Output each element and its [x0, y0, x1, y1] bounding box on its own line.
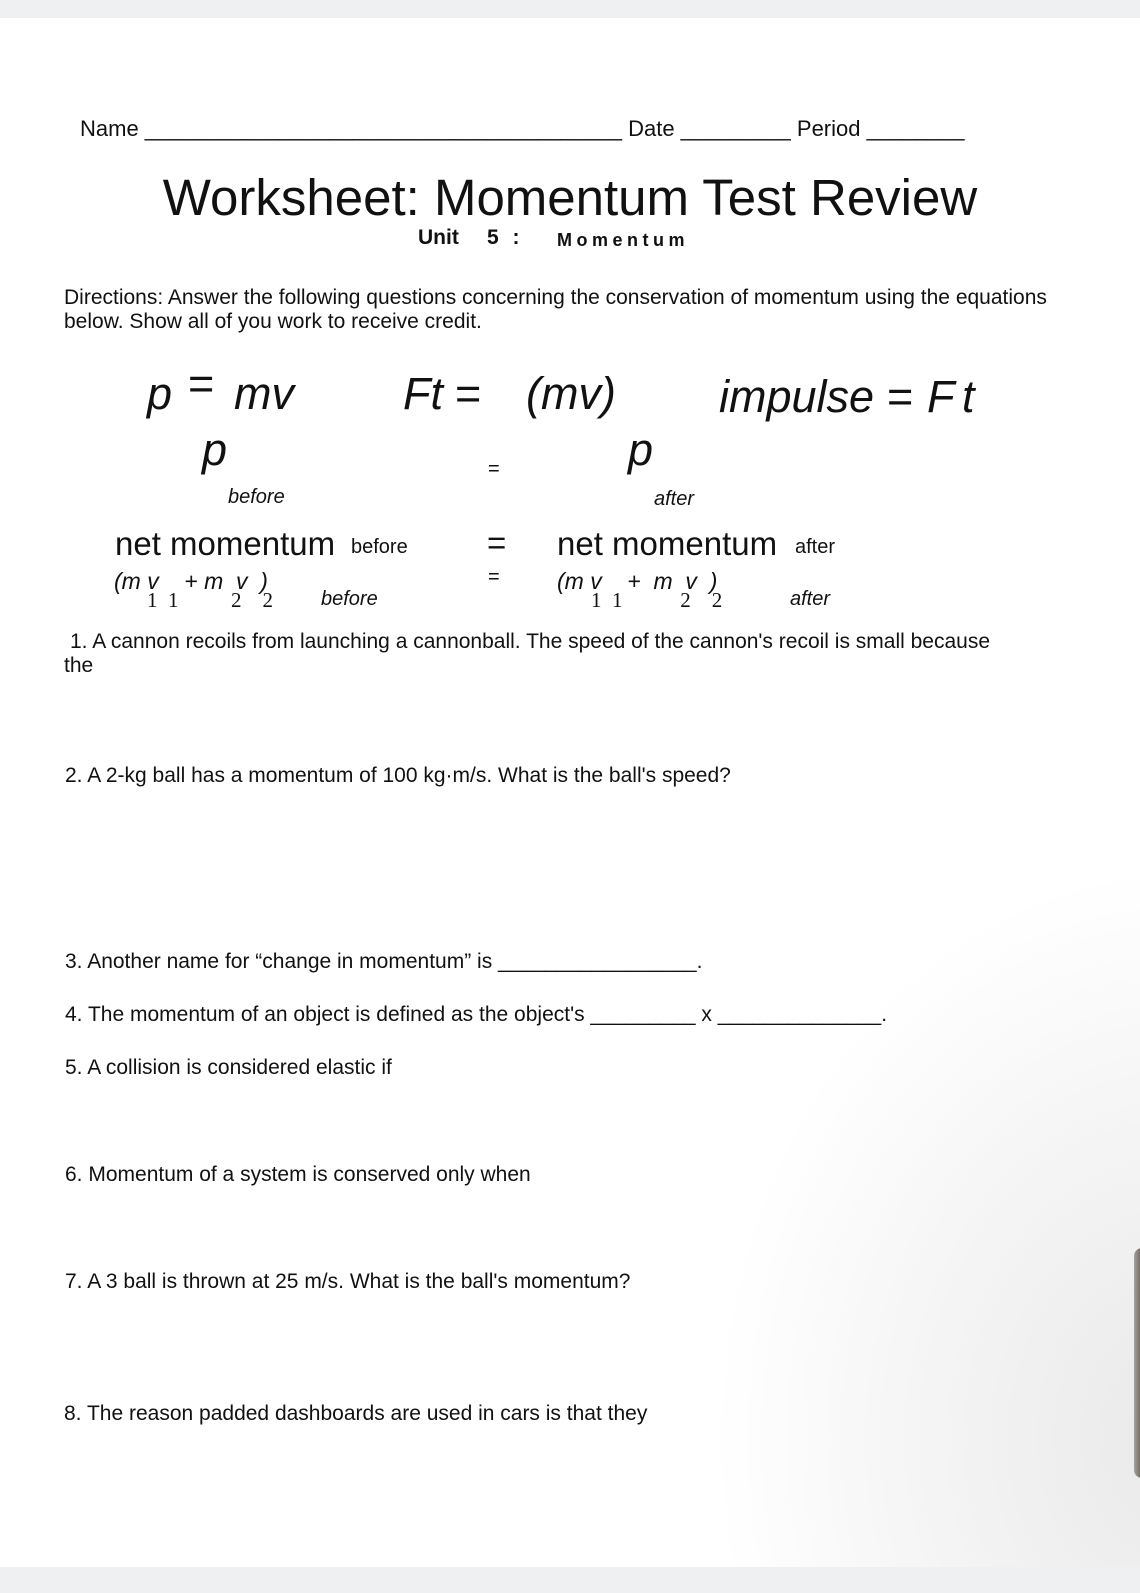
question-7: 7. A 3 ball is thrown at 25 m/s. What is the ball's momentum? — [65, 1270, 631, 1293]
unit-name: Momentum — [557, 230, 689, 250]
eq-mv: mv — [234, 368, 294, 419]
directions-text: Directions: Answer the following questions concerning the conservation of momentum using the equations below. Show all of you work to receive credit. — [64, 286, 1047, 333]
eq-net-after: after — [795, 536, 836, 558]
question-8: 8. The reason padded dashboards are used in cars is that they — [64, 1402, 648, 1425]
eq-sum-equals: = — [488, 566, 500, 588]
eq-net-equals: = — [487, 524, 507, 561]
question-1: 1. A cannon recoils from launching a cannonball. The speed of the cannon's recoil is small because the — [64, 630, 991, 677]
eq-impulse-time: t — [962, 371, 975, 422]
eq-impulse-equals: = — [887, 371, 914, 422]
unit-label: Unit — [418, 226, 459, 249]
eq-sum-left-subscripts: 1 1 2 2 — [147, 588, 273, 612]
eq-impulse: impulse — [719, 371, 875, 422]
eq-after-label: after — [654, 488, 695, 510]
eq-mv-paren: (mv) — [526, 368, 616, 419]
page-edge-shadow — [1134, 1248, 1140, 1478]
eq-p-before: p — [202, 424, 228, 475]
eq-p-symbol: p — [147, 368, 173, 419]
eq-before-label: before — [228, 486, 285, 508]
worksheet-page — [0, 18, 1140, 1567]
eq-sum-after: after — [790, 588, 831, 610]
question-4: 4. The momentum of an object is defined as the object's _________ x ______________. — [65, 1003, 888, 1026]
question-2: 2. A 2-kg ball has a momentum of 100 kg·m/s. What is the ball's speed? — [65, 764, 731, 787]
eq-sum-right-subscripts: 1 1 2 2 — [591, 588, 723, 612]
question-5: 5. A collision is considered elastic if — [65, 1056, 392, 1079]
eq-ft: Ft — [403, 368, 443, 419]
eq-p-equals: = — [188, 358, 215, 409]
eq-sum-before: before — [321, 588, 378, 610]
question-6: 6. Momentum of a system is conserved only when — [65, 1163, 531, 1186]
eq-impulse-force: F — [927, 371, 955, 422]
question-3: 3. Another name for “change in momentum” is _________________. — [65, 950, 703, 973]
name-date-period-line: Name _______________________________________ Date _________ Period ________ — [80, 116, 965, 141]
eq-net-momentum-left: net momentum — [115, 525, 336, 562]
eq-conservation-equals: = — [488, 458, 500, 480]
worksheet-title: Worksheet: Momentum Test Review — [162, 169, 978, 226]
eq-net-momentum-right: net momentum — [557, 525, 778, 562]
eq-net-before: before — [351, 536, 408, 558]
eq-sum-left: (m v + m v ) — [114, 568, 268, 594]
eq-ft-equals: = — [455, 368, 482, 419]
eq-p-after: p — [628, 424, 654, 475]
unit-number: 5 : — [487, 226, 524, 249]
eq-sum-right: (m v + m v ) — [557, 568, 718, 594]
